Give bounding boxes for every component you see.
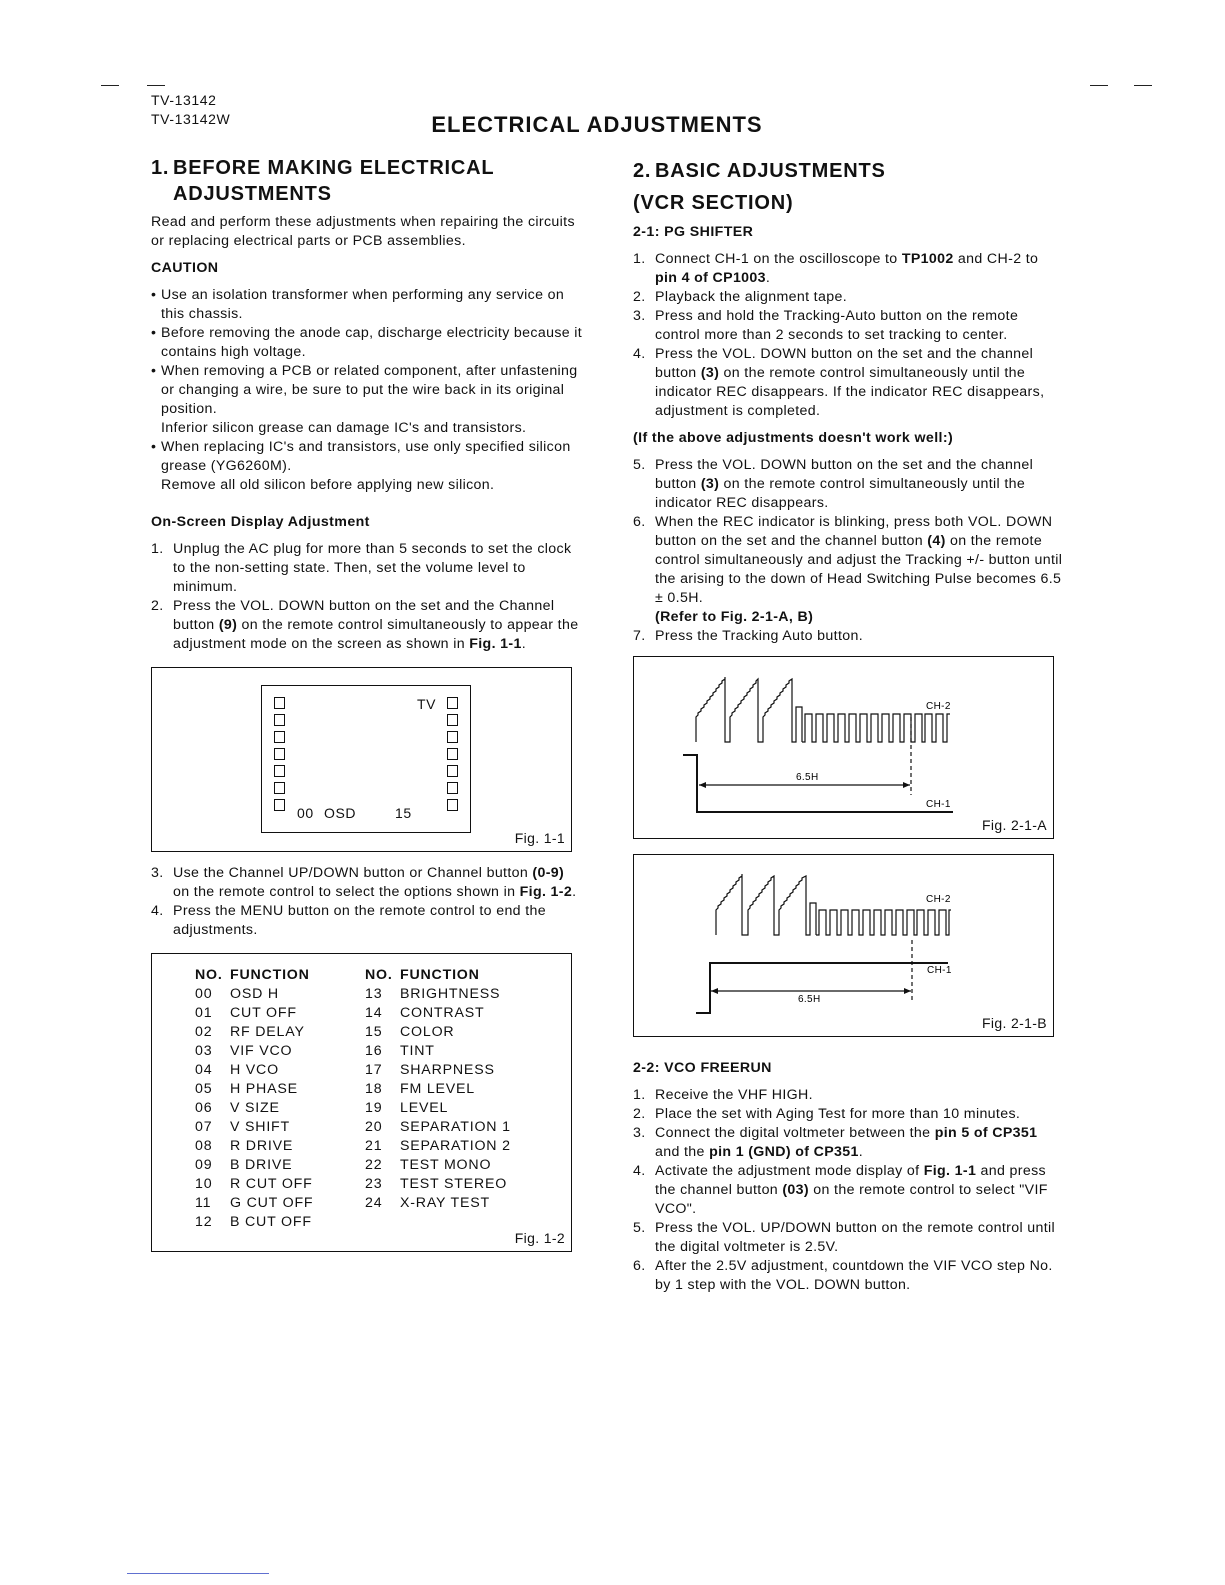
function-number: 05 — [195, 1081, 213, 1097]
list-item: 5. Press the VOL. DOWN button on the set and the channel button (3) on the remote control simultaneously until the indicator REC disappears. — [633, 457, 1034, 511]
function-table — [195, 966, 550, 1232]
pg-shifter-steps — [633, 250, 1063, 421]
square-marker — [447, 714, 458, 726]
square-marker — [274, 697, 285, 709]
function-number: 00 — [195, 986, 213, 1002]
function-name: TINT — [400, 1043, 435, 1059]
list-item: Remove all old silicon before applying new silicon. — [161, 477, 495, 493]
list-item: 2. Place the set with Aging Test for more than 10 minutes. — [633, 1106, 1021, 1122]
figure-2-1-a — [633, 656, 1054, 839]
function-name: SHARPNESS — [400, 1062, 495, 1078]
function-number: 10 — [195, 1176, 213, 1192]
interval-label: 6.5H — [796, 772, 819, 783]
osd-code: 00 — [297, 805, 314, 821]
function-name: TEST STEREO — [400, 1176, 508, 1192]
table-row — [195, 1156, 550, 1175]
table-row — [195, 1118, 550, 1137]
left-column — [151, 155, 583, 1252]
table-row — [195, 1194, 550, 1213]
function-number: 13 — [365, 986, 383, 1002]
function-name: SEPARATION 2 — [400, 1138, 511, 1154]
figure-1-1 — [151, 667, 572, 852]
function-name: RF DELAY — [230, 1024, 305, 1040]
caution-heading: CAUTION — [151, 260, 219, 276]
function-name: X-RAY TEST — [400, 1195, 490, 1211]
crop-mark — [101, 85, 119, 86]
ch1-label: CH-1 — [927, 965, 952, 976]
table-row — [195, 985, 550, 1004]
function-number: 16 — [365, 1043, 383, 1059]
list-item: • Use an isolation transformer when performing any service on this chassis. — [151, 287, 565, 322]
function-name: OSD H — [230, 986, 279, 1002]
function-name: VIF VCO — [230, 1043, 293, 1059]
list-item: • When replacing IC's and transistors, use only specified silicon grease (YG6260M). — [151, 439, 571, 474]
table-row — [195, 1213, 550, 1232]
crop-mark — [1134, 85, 1152, 86]
list-item: 6. When the REC indicator is blinking, press both VOL. DOWN button on the set and the channel button (4) on the remote control simultaneously and adjust the Tracking +/- button until the arising to the down of Head Switching Pulse becomes 6.5 ± 0.5H. (Refer to Fig. 2-1-A, B) — [633, 514, 1063, 625]
section-heading: 2. BASIC ADJUSTMENTS (VCR SECTION) — [633, 160, 886, 214]
function-number: 17 — [365, 1062, 383, 1078]
waveform-diagram — [634, 855, 1052, 1035]
function-name: TEST MONO — [400, 1157, 492, 1173]
vco-steps — [633, 1086, 1063, 1295]
function-name: B DRIVE — [230, 1157, 293, 1173]
list-item: 1. Connect CH-1 on the oscilloscope to TP1002 and CH-2 to pin 4 of CP1003. — [633, 251, 1039, 286]
figure-caption: Fig. 2-1-A — [982, 817, 1047, 833]
function-name: V SHIFT — [230, 1119, 290, 1135]
note-heading: (If the above adjustments doesn't work well:) — [633, 430, 954, 446]
list-item: 4. Press the MENU button on the remote control to end the adjustments. — [151, 903, 546, 938]
figure-caption: Fig. 1-1 — [514, 830, 565, 846]
table-row — [195, 1175, 550, 1194]
function-number: 11 — [195, 1195, 212, 1211]
crop-mark — [1090, 85, 1108, 86]
model-number: TV-13142 — [151, 92, 217, 108]
table-row — [195, 1061, 550, 1080]
footer-link-line — [127, 1573, 269, 1574]
square-marker — [274, 731, 285, 743]
table-row — [195, 1004, 550, 1023]
function-name: SEPARATION 1 — [400, 1119, 511, 1135]
square-marker — [274, 765, 285, 777]
function-number: 07 — [195, 1119, 213, 1135]
function-name: B CUT OFF — [230, 1214, 312, 1230]
function-name: R DRIVE — [230, 1138, 294, 1154]
function-number: 15 — [365, 1024, 383, 1040]
function-number: 01 — [195, 1005, 213, 1021]
waveform-diagram — [634, 657, 1052, 837]
ch2-label: CH-2 — [926, 701, 951, 712]
list-item: 2. Playback the alignment tape. — [633, 289, 847, 305]
list-item: 1. Unplug the AC plug for more than 5 seconds to set the clock to the non-setting state. Then, set the volume level to minimum. — [151, 541, 572, 595]
section-heading: 1. BEFORE MAKING ELECTRICAL ADJUSTMENTS — [151, 157, 495, 205]
function-number: 04 — [195, 1062, 213, 1078]
function-name: H PHASE — [230, 1081, 298, 1097]
function-number: 03 — [195, 1043, 213, 1059]
osd-label: OSD — [324, 805, 357, 821]
vco-heading: 2-2: VCO FREERUN — [633, 1060, 772, 1076]
square-marker — [274, 714, 285, 726]
interval-label: 6.5H — [798, 994, 821, 1005]
list-item: Inferior silicon grease can damage IC's and transistors. — [161, 420, 527, 436]
table-row — [195, 1042, 550, 1061]
function-number: 02 — [195, 1024, 213, 1040]
square-column — [447, 697, 458, 811]
list-item: 7. Press the Tracking Auto button. — [633, 628, 864, 644]
figure-2-1-b — [633, 854, 1054, 1037]
ch1-label: CH-1 — [926, 799, 951, 810]
function-name: H VCO — [230, 1062, 279, 1078]
list-item: 6. After the 2.5V adjustment, countdown the VIF VCO step No. by 1 step with the VOL. DOWN button. — [633, 1258, 1053, 1293]
function-number: 18 — [365, 1081, 383, 1097]
ch2-label: CH-2 — [926, 894, 951, 905]
function-number — [365, 1213, 400, 1232]
pg-shifter-steps-continued — [633, 456, 1063, 646]
square-marker — [447, 765, 458, 777]
square-marker — [447, 799, 458, 811]
list-item: 5. Press the VOL. UP/DOWN button on the remote control until the digital voltmeter is 2.5V. — [633, 1220, 1056, 1255]
square-column — [274, 697, 285, 811]
square-marker — [274, 799, 285, 811]
function-number: 14 — [365, 1005, 383, 1021]
function-name: BRIGHTNESS — [400, 986, 501, 1002]
list-item: • When removing a PCB or related component, after unfastening or changing a wire, be sure to put the wire back in its original position. — [151, 363, 578, 417]
list-item: 3. Connect the digital voltmeter between the pin 5 of CP351 and the pin 1 (GND) of CP351. — [633, 1125, 1038, 1160]
function-name: R CUT OFF — [230, 1176, 313, 1192]
pg-shifter-heading: 2-1: PG SHIFTER — [633, 224, 754, 240]
table-header: NO. FUNCTION NO. FUNCTION — [195, 967, 480, 983]
right-column — [633, 155, 1063, 1295]
function-number: 06 — [195, 1100, 213, 1116]
function-name: CONTRAST — [400, 1005, 485, 1021]
figure-caption: Fig. 2-1-B — [982, 1015, 1047, 1031]
function-number: 09 — [195, 1157, 213, 1173]
list-item: 3. Use the Channel UP/DOWN button or Channel button (0-9) on the remote control to select the options shown in Fig. 1-2. — [151, 865, 577, 900]
osd-steps-continued — [151, 864, 583, 940]
function-name: FM LEVEL — [400, 1081, 475, 1097]
table-row — [195, 1099, 550, 1118]
intro-text: Read and perform these adjustments when repairing the circuits or replacing electrical parts or PCB assemblies. — [151, 214, 575, 249]
tv-screen-diagram — [261, 685, 471, 833]
function-number: 08 — [195, 1138, 213, 1154]
list-item: 4. Activate the adjustment mode display of Fig. 1-1 and press the channel button (03) on the remote control to select "VIF VCO". — [633, 1163, 1048, 1217]
osd-value: 15 — [395, 805, 412, 821]
square-marker — [274, 782, 285, 794]
table-row — [195, 1023, 550, 1042]
function-name: CUT OFF — [230, 1005, 297, 1021]
function-name: V SIZE — [230, 1100, 280, 1116]
square-marker — [447, 782, 458, 794]
square-marker — [274, 748, 285, 760]
figure-caption: Fig. 1-2 — [514, 1230, 565, 1246]
function-number: 24 — [365, 1195, 383, 1211]
square-marker — [447, 748, 458, 760]
function-number: 22 — [365, 1157, 383, 1173]
function-number: 23 — [365, 1176, 383, 1192]
table-row — [195, 1080, 550, 1099]
square-marker — [447, 731, 458, 743]
square-marker — [447, 697, 458, 709]
function-name: G CUT OFF — [230, 1195, 314, 1211]
osd-heading: On-Screen Display Adjustment — [151, 514, 370, 530]
function-number: 19 — [365, 1100, 383, 1116]
list-item: 2. Press the VOL. DOWN button on the set and the Channel button (9) on the remote control simultaneously to appear the adjustment mode on the screen as shown in Fig. 1-1. — [151, 598, 579, 652]
function-name: LEVEL — [400, 1100, 449, 1116]
page-title: ELECTRICAL ADJUSTMENTS — [431, 112, 763, 137]
function-number: 12 — [195, 1214, 213, 1230]
list-item: 3. Press and hold the Tracking-Auto button on the remote control more than 2 seconds to set tracking to center. — [633, 308, 1019, 343]
table-row — [195, 1137, 550, 1156]
model-number: TV-13142W — [151, 111, 231, 127]
list-item: 1. Receive the VHF HIGH. — [633, 1087, 813, 1103]
crop-mark — [147, 85, 165, 86]
osd-steps — [151, 540, 583, 654]
tv-label: TV — [417, 696, 437, 712]
list-item: 4. Press the VOL. DOWN button on the set and the channel button (3) on the remote control simultaneously until the indicator REC disappears. If the indicator REC disappears, adjustment is completed. — [633, 346, 1045, 419]
list-item: • Before removing the anode cap, discharge electricity because it contains high voltage. — [151, 325, 583, 360]
function-number: 21 — [365, 1138, 383, 1154]
function-number: 20 — [365, 1119, 383, 1135]
caution-list — [151, 286, 583, 495]
function-name: COLOR — [400, 1024, 455, 1040]
figure-1-2 — [151, 953, 572, 1252]
